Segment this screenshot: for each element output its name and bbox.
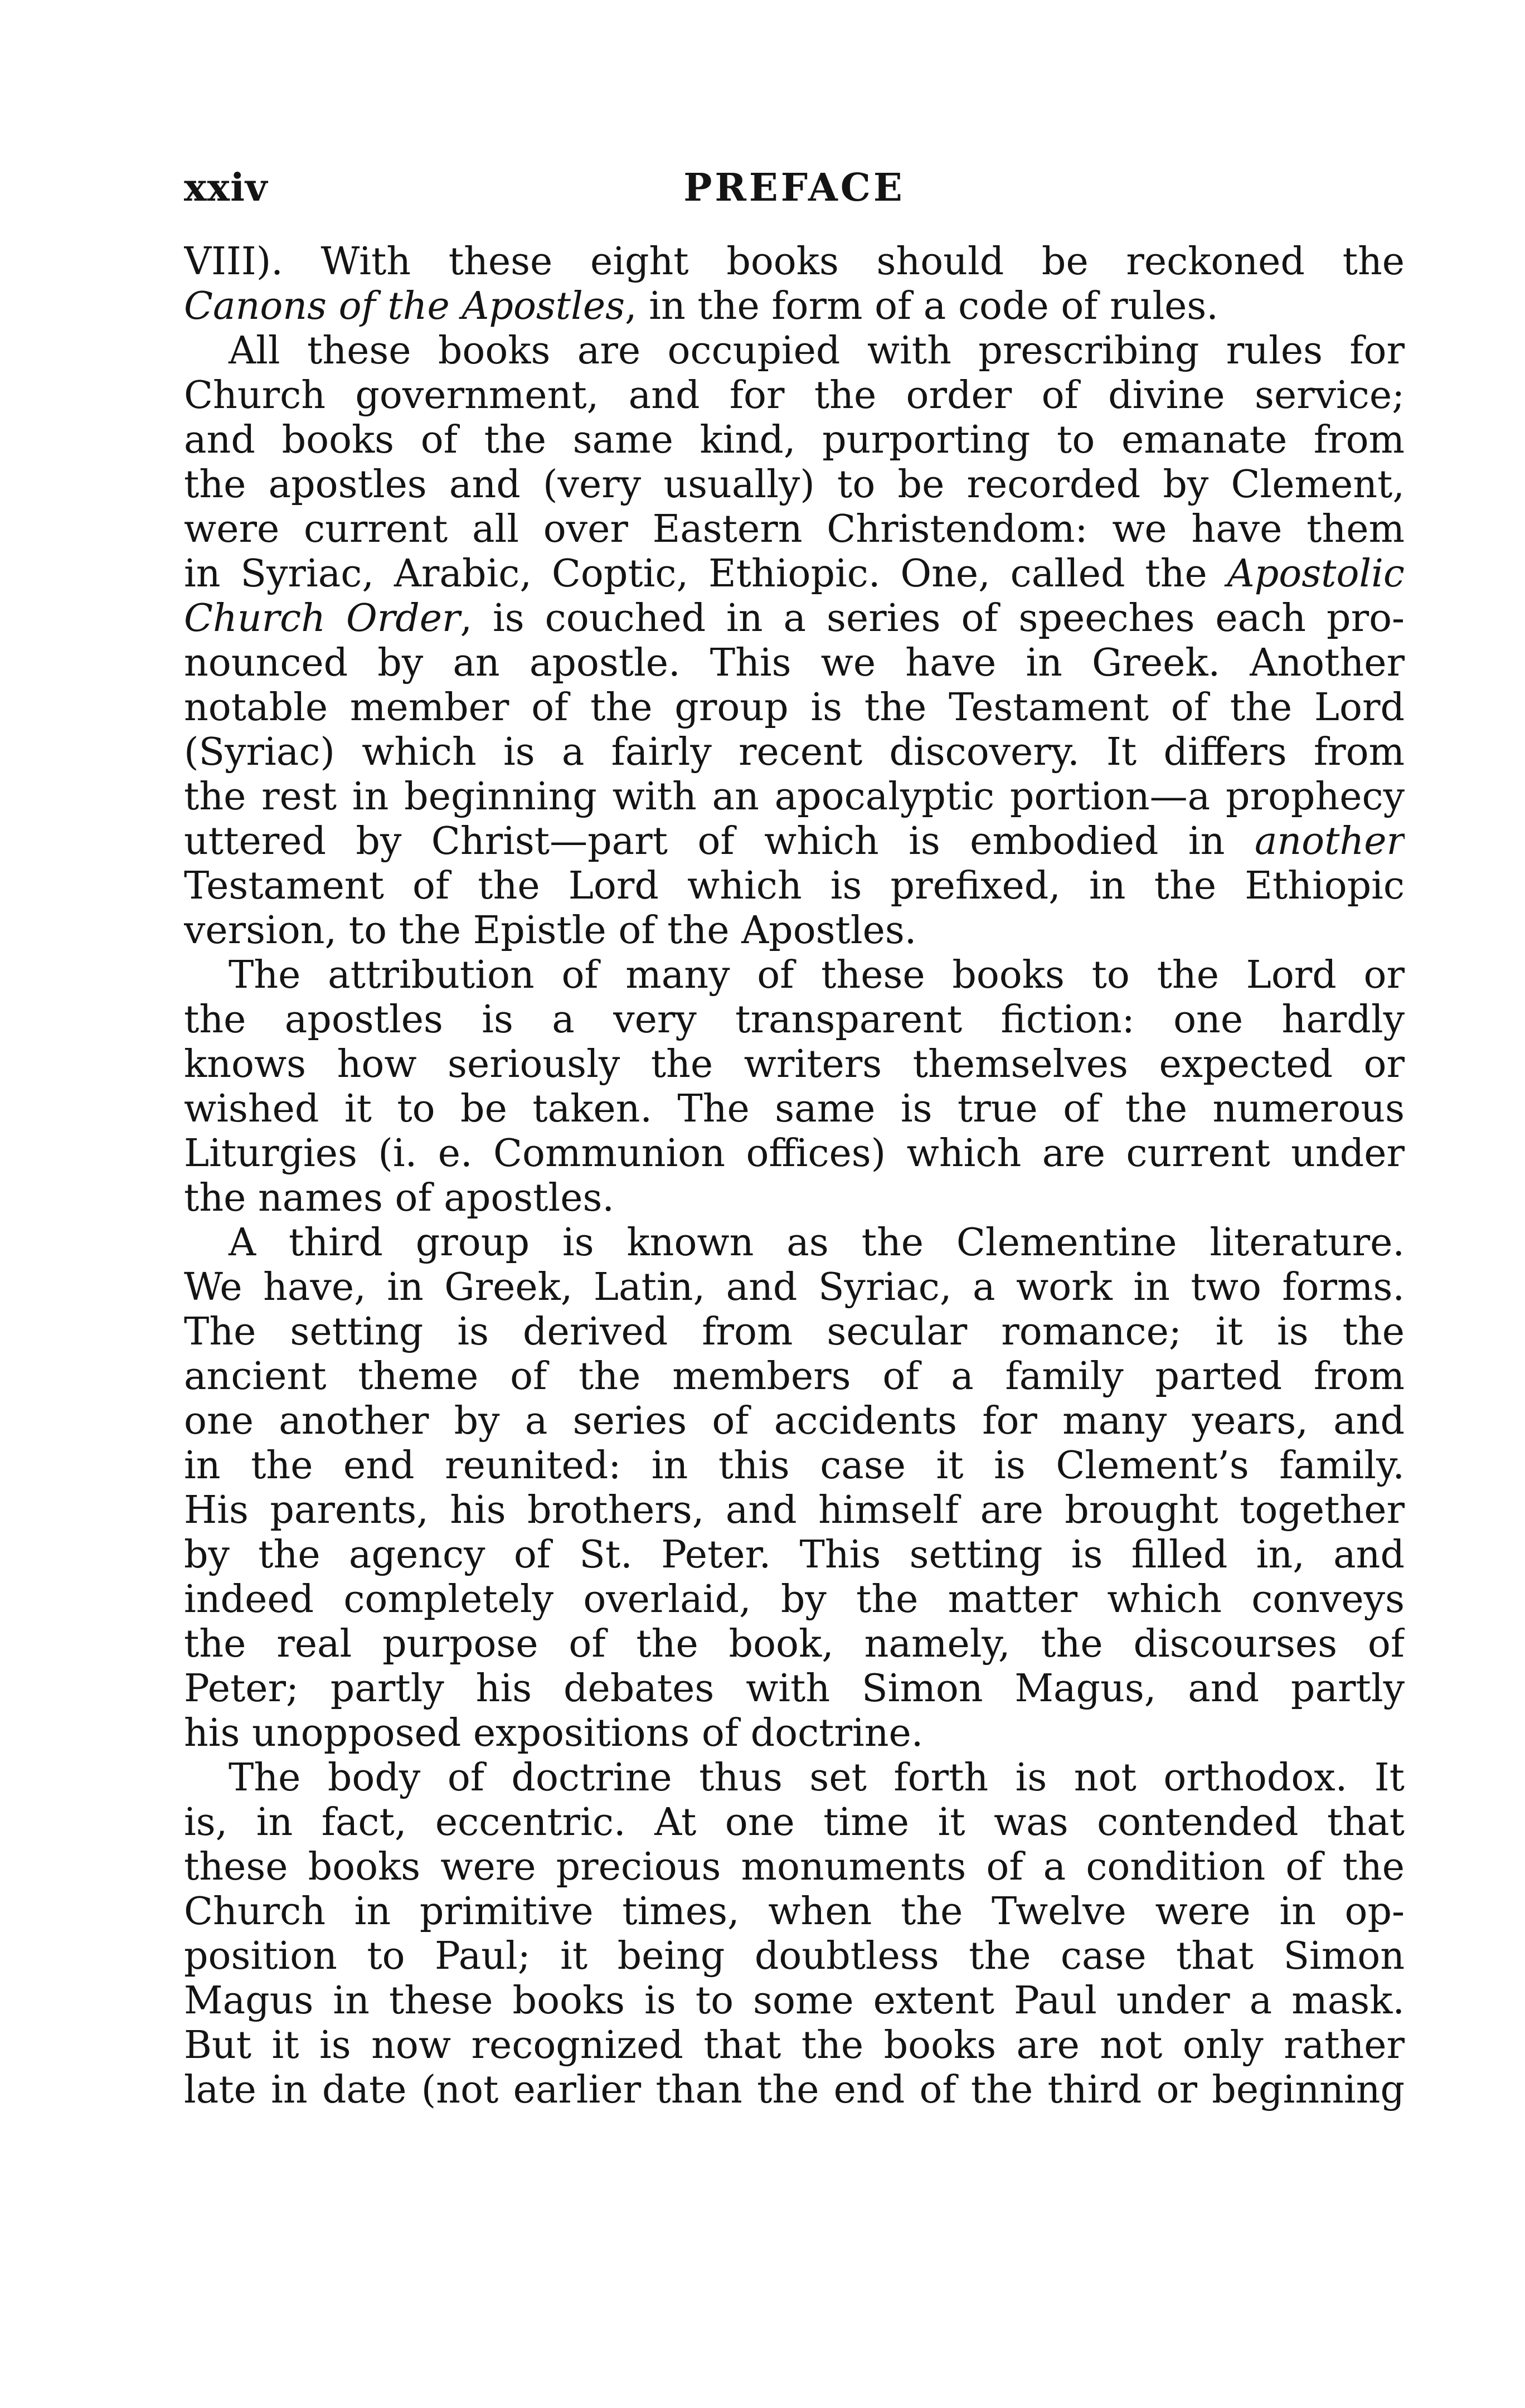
text-line: these books were precious monuments of a condition of the [184,1845,1405,1889]
text-line: The attribution of many of these books to the Lord or [229,953,1405,997]
text-line: were current all over Eastern Christendom: we have them [184,507,1405,551]
text-line: VIII). With these eight books should be reckoned the [184,240,1405,284]
text-line: (Syriac) which is a fairly recent discovery. It differs from [184,730,1405,774]
text-line: But it is now recognized that the books are not only rather [184,2023,1405,2067]
text-line: Liturgies (i. e. Communion offices) which are current under [184,1132,1405,1176]
text-line: We have, in Greek, Latin, and Syriac, a work in two forms. [184,1265,1405,1309]
text-line: in Syriac, Arabic, Coptic, Ethiopic. One, called the Apostolic [184,552,1405,596]
running-head [184,159,1405,217]
text-line: Canons of the Apostles, in the form of a code of rules. [184,284,1218,328]
text-line: late in date (not earlier than the end of the third or beginning [184,2068,1405,2112]
text-line: the names of apostles. [184,1176,615,1220]
running-title: PREFACE [683,166,905,210]
text-line: position to Paul; it being doubtless the case that Simon [184,1934,1405,1978]
text-line: Church Order, is couched in a series of speeches each pro- [184,596,1405,640]
text-line: A third group is known as the Clementine literature. [229,1221,1405,1265]
text-line: one another by a series of accidents for many years, and [184,1399,1405,1443]
text-line: the rest in beginning with an apocalyptic portion—a prophecy [184,775,1405,819]
italic-title: Apostolic [1227,552,1405,596]
text-line: Church in primitive times, when the Twelve were in op- [184,1890,1405,1934]
body-text [184,240,1405,2113]
text-line: ancient theme of the members of a family parted from [184,1355,1405,1399]
text-line: knows how seriously the writers themselves expected or [184,1042,1405,1086]
text-line: His parents, his brothers, and himself are brought together [184,1488,1405,1532]
text-line: The setting is derived from secular romance; it is the [184,1310,1405,1354]
text-line: Church government, and for the order of divine service; [184,373,1405,417]
text-line: All these books are occupied with prescribing rules for [229,329,1405,373]
text-line: notable member of the group is the Testament of the Lord [184,686,1405,730]
text-line: Peter; partly his debates with Simon Magus, and partly [184,1667,1405,1711]
text-line: uttered by Christ—part of which is embodied in another [184,819,1405,863]
text-line: by the agency of St. Peter. This setting is filled in, and [184,1533,1405,1577]
text-line: the apostles and (very usually) to be recorded by Clement, [184,463,1405,507]
text-line: Testament of the Lord which is prefixed, in the Ethiopic [184,864,1405,908]
text-line: The body of doctrine thus set forth is not orthodox. It [229,1756,1405,1800]
page-number: xxiv [184,166,268,210]
text-line: version, to the Epistle of the Apostles. [184,909,917,953]
text-line: Magus in these books is to some extent Paul under a mask. [184,1979,1405,2023]
text-line: in the end reunited: in this case it is Clement’s family. [184,1444,1405,1488]
text-line: indeed completely overlaid, by the matter which conveys [184,1577,1405,1621]
text-line: and books of the same kind, purporting to emanate from [184,418,1405,462]
text-line: nounced by an apostle. This we have in Greek. Another [184,641,1405,685]
text-line: is, in fact, eccentric. At one time it was contended that [184,1800,1405,1844]
text-line: the real purpose of the book, namely, the discourses of [184,1622,1405,1666]
italic-title: Canons of the Apostles [184,284,625,328]
text-line: wished it to be taken. The same is true of the numerous [184,1087,1405,1131]
italic-title: another [1254,819,1405,863]
italic-title: Church Order [184,596,460,640]
text-line: his unopposed expositions of doctrine. [184,1711,924,1755]
text-line: the apostles is a very transparent fiction: one hardly [184,998,1405,1042]
